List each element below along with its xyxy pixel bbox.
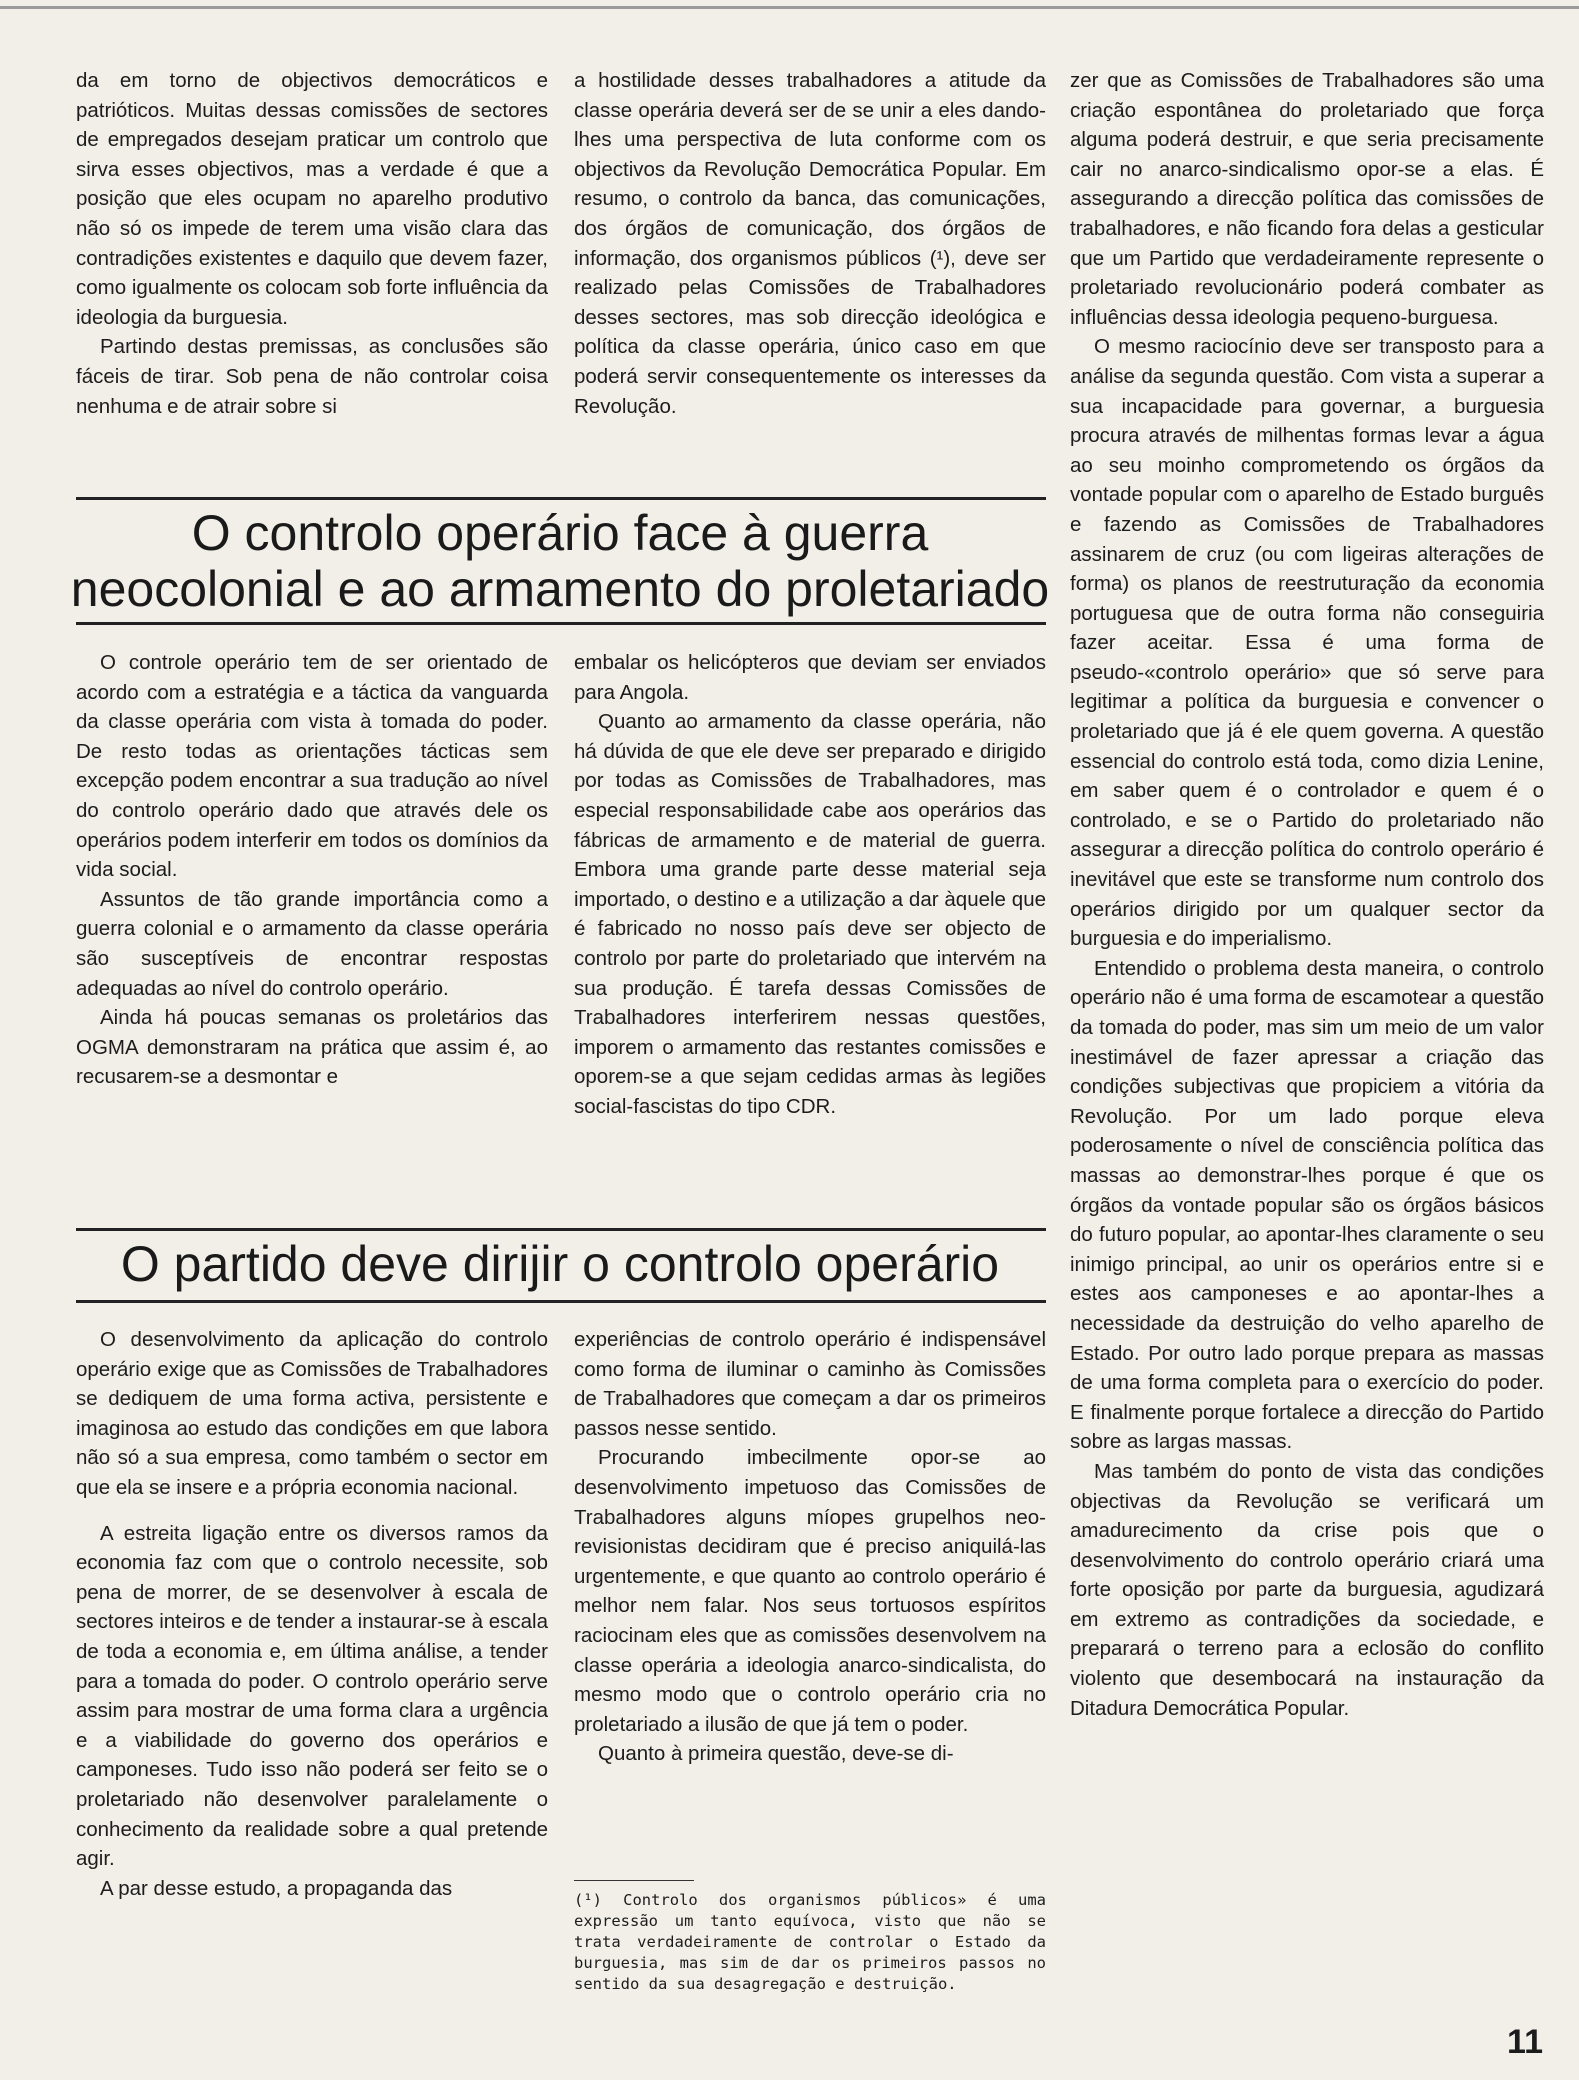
paragraph: Quanto à primeira questão, deve-se di- [598, 1742, 954, 1766]
right-column [1070, 66, 1544, 1723]
paragraph: experiências de controlo operário é indispensável como forma de iluminar o caminho às Comissões de Trabalhadores que começam a dar os primeiros passos nesse sentido. [574, 1328, 1046, 1440]
paragraph: embalar os helicópteros que deviam ser enviados para Angola. [574, 651, 1046, 704]
bottom-column-2 [574, 1325, 1046, 1769]
section-heading-partido: O partido deve dirijir o controlo operário [120, 1236, 1000, 1292]
page-number: 11 [1507, 2023, 1543, 2061]
heading-rule-bottom [76, 622, 1046, 625]
paragraph: Ainda há poucas semanas os proletários das OGMA demonstraram na prática que assim é, ao recusarem-se a desmontar e [76, 1006, 548, 1089]
heading-rule-bottom-2 [76, 1300, 1046, 1303]
paragraph: zer que as Comissões de Trabalhadores são uma criação espontânea do proletariado que força alguma poderá destruir, e que seria precisamente cair no anarco-sindicalismo opor-se a elas. É assegurando a direcção política das comissões de trabalhadores, e não ficando fora delas a gesticular que um Partido que verdadeiramente represente o proletariado revolucionário poderá combater as influências dessa ideologia pequeno-burguesa. [1070, 69, 1544, 329]
paragraph: O controle operário tem de ser orientado de acordo com a estratégia e a táctica da vanguarda da classe operária com vista à tomada do poder. De resto todas as orientações tácticas sem excepção podem encontrar a sua tradução ao nível do controlo operário dado que através dele os operários podem interferir em todos os domínios da vida social. [76, 651, 548, 882]
paragraph: O desenvolvimento da aplicação do controlo operário exige que as Comissões de Trabalhadores se dediquem de uma forma activa, persistente e imaginosa ao estudo das condições em que labora não só a sua empresa, como também o sector em que ela se insere e a própria economia nacional. [76, 1328, 548, 1499]
top-column-1 [76, 66, 548, 421]
bottom-column-1 [76, 1325, 548, 1903]
paragraph: Partindo destas premissas, as conclusões são fáceis de tirar. Sob pena de não controlar coisa nenhuma e de atrair sobre si [76, 335, 548, 418]
heading-rule-top-2 [76, 1228, 1046, 1231]
footnote-rule [574, 1880, 694, 1881]
footnote: (¹) Controlo dos organismos públicos» é uma expressão um tanto equívoca, visto que não se trata verdadeiramente de controlar o Estado da burguesia, mas sim de dar os primeiros passos no sentido da sua desagregação e destruição. [574, 1891, 1046, 1993]
paragraph: Mas também do ponto de vista das condições objectivas da Revolução se verificará um amadurecimento da crise pois que o desenvolvimento do controlo operário criará uma forte oposição por parte da burguesia, agudizará em extremo as contradições da sociedade, e preparará o terreno para a eclosão do conflito violento que desembocará na instauração da Ditadura Democrática Popular. [1070, 1459, 1544, 1720]
paragraph: Quanto ao armamento da classe operária, não há dúvida de que ele deve ser preparado e dirigido por todas as Comissões de Trabalhadores, mas especial responsabilidade cabe aos operários das fábricas de armamento e de material de guerra. Embora uma grande parte desse material seja importado, o destino e a utilização a dar àquele que é fabricado no nosso país deve ser objecto de controlo por parte do proletariado que intervém na sua produção. É tarefa dessas Comissões de Trabalhadores interferirem nessas questões, imporem o armamento das restantes comissões e oporem-se a que sejam cedidas armas às legiões social-fascistas do tipo CDR. [574, 710, 1046, 1118]
paragraph: da em torno de objectivos democráticos e patrióticos. Muitas dessas comissões de sectores de empregados desejam praticar um controlo que sirva esses objectivos, mas a verdade é que a posição que eles ocupam no aparelho produtivo não só os impede de terem uma visão clara das contradições existentes e daquilo que devem fazer, como igualmente os colocam sob forte influência da ideologia da burguesia. [76, 69, 548, 329]
section-heading-guerra: O controlo operário face à guerra neocolonial e ao armamento do proletariado [70, 505, 1050, 617]
paragraph: Entendido o problema desta maneira, o controlo operário não é uma forma de escamotear a questão da tomada do poder, mas sim um meio de um valor inestimável de fazer apressar a criação das condições subjectivas que propiciem a vitória da Revolução. Por um lado porque eleva poderosamente o nível de consciência política das massas ao demonstrar-lhes porque é que os órgãos da vontade popular são os órgãos básicos do futuro popular, ao apontar-lhes claramente o seu inimigo principal, ao unir os operários entre si e estes aos camponeses e ao apontar-lhes a necessidade da destruição do velho aparelho de Estado. Por outro lado porque prepara as massas de uma forma completa para o exercício do poder. E finalmente porque fortalece a direcção do Partido sobre as largas massas. [1070, 956, 1544, 1454]
paragraph: A par desse estudo, a propaganda das [100, 1876, 453, 1900]
heading-rule-top [76, 497, 1046, 500]
mid-column-1 [76, 648, 548, 1092]
paragraph: O mesmo raciocínio deve ser transposto para a análise da segunda questão. Com vista a superar a sua incapacidade para governar, a burguesia procura através de milhentas formas levar a água ao seu moinho comprometendo os órgãos da vontade popular com o aparelho de Estado burguês e fazendo as Comissões de Trabalhadores assinarem de cruz (ou com ligeiras alterações de forma) os planos de reestruturação da economia portuguesa que de outra forma não conseguiria fazer aceitar. Essa é uma forma de pseudo-«controlo operário» que só serve para legitimar a política da burguesia e convencer o proletariado que já é ele quem governa. A questão essencial do controlo está toda, como dizia Lenine, em saber quem é o controlador e quem é o controlado, e se o Partido do proletariado não assegurar a direcção política do controlo operário é inevitável que este se transforme num controlo dos operários dirigido por um qualquer sector da burguesia e do imperialismo. [1070, 335, 1544, 951]
paragraph: Assuntos de tão grande importância como a guerra colonial e o armamento da classe operária são susceptíveis de encontrar respostas adequadas ao nível do controlo operário. [76, 887, 548, 1000]
paragraph: A estreita ligação entre os diversos ramos da economia faz com que o controlo necessite, sob pena de morrer, de se desenvolver à escala de sectores inteiros e de tender a instaurar-se à escala de toda a economia e, em última análise, a tender para a tomada do poder. O controlo operário serve assim para mostrar de uma forma clara a urgência e a viabilidade do governo dos operários e camponeses. Tudo isso não poderá ser feito se o proletariado não desenvolver paralelamente o conhecimento da realidade sobre a qual pretende agir. [76, 1521, 548, 1871]
paragraph: a hostilidade desses trabalhadores a atitude da classe operária deverá ser de se unir a eles dando-lhes uma perspectiva de luta conforme com os objectivos da Revolução Democrática Popular. Em resumo, o controlo da banca, das comunicações, dos órgãos de comunicação, dos órgãos de informação, dos organismos públicos (¹), deve ser realizado pelas Comissões de Trabalhadores desses sectores, mas sob direcção ideológica e política da classe operária, único caso em que poderá servir consequentemente os interesses da Revolução. [574, 69, 1046, 418]
paragraph: Procurando imbecilmente opor-se ao desenvolvimento impetuoso das Comissões de Trabalhadores alguns míopes grupelhos neo-revisionistas decidiram que é preciso aniquilá-las urgentemente, e que quanto ao controlo operário é melhor nem falar. Nos seus tortuosos espíritos raciocinam eles que as comissões desenvolvem na classe operária a ideologia anarco-sindicalista, do mesmo modo que o controlo operário cria no proletariado a ilusão de que já tem o poder. [574, 1446, 1046, 1736]
top-border [0, 6, 1579, 9]
top-column-2 [574, 66, 1046, 421]
mid-column-2 [574, 648, 1046, 1122]
